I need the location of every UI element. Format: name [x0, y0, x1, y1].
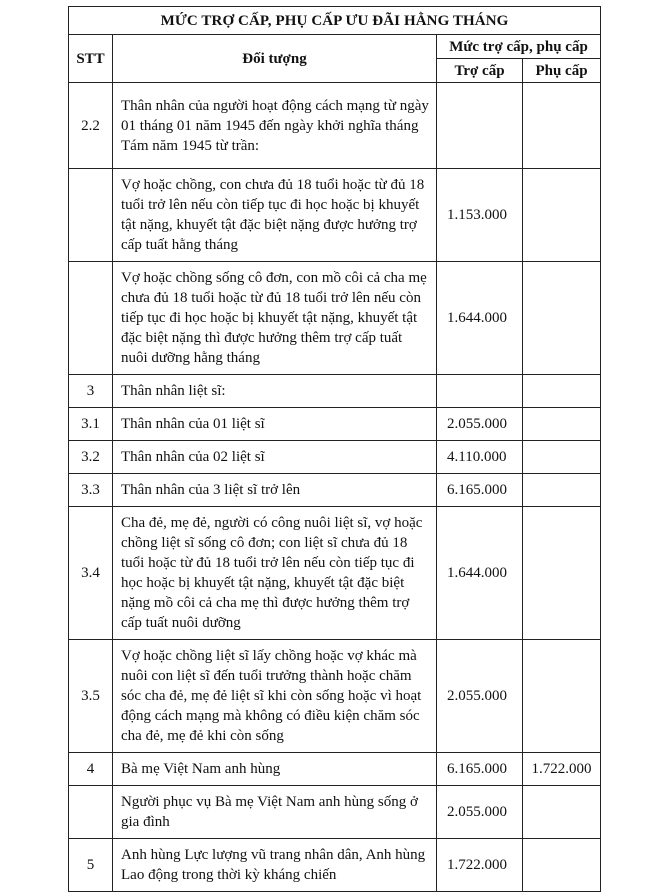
table-row — [69, 839, 601, 892]
cell-tro-cap — [437, 83, 523, 169]
cell-phu-cap — [523, 408, 601, 441]
cell-phu-cap — [523, 169, 601, 262]
cell-doi-tuong: Thân nhân của 01 liệt sĩ — [113, 408, 437, 441]
cell-phu-cap — [523, 474, 601, 507]
table-row — [69, 507, 601, 640]
cell-stt: 4 — [69, 753, 113, 786]
cell-doi-tuong: Cha đẻ, mẹ đẻ, người có công nuôi liệt sĩ, vợ hoặc chồng liệt sĩ sống cô đơn; con liệt sĩ chưa đủ 18 tuổi hoặc từ đủ 18 tuổi trở lên nếu còn tiếp tục đi học hoặc bị khuyết tật nặng, khuyết tật đặc biệt nặng mồ côi cả cha mẹ thì được hưởng thêm trợ cấp tuất nuôi dưỡng — [113, 507, 437, 640]
header-muc: Mức trợ cấp, phụ cấp — [437, 35, 601, 59]
cell-stt: 3.4 — [69, 507, 113, 640]
cell-doi-tuong: Người phục vụ Bà mẹ Việt Nam anh hùng sống ở gia đình — [113, 786, 437, 839]
allowance-table — [68, 6, 601, 892]
cell-phu-cap — [523, 83, 601, 169]
table-row — [69, 786, 601, 839]
cell-phu-cap — [523, 640, 601, 753]
cell-phu-cap — [523, 839, 601, 892]
table-row — [69, 753, 601, 786]
cell-stt: 2.2 — [69, 83, 113, 169]
table-row — [69, 408, 601, 441]
table-row — [69, 474, 601, 507]
cell-stt — [69, 786, 113, 839]
cell-tro-cap: 2.055.000 — [437, 786, 523, 839]
cell-stt: 3.3 — [69, 474, 113, 507]
cell-tro-cap: 6.165.000 — [437, 474, 523, 507]
cell-tro-cap: 1.644.000 — [437, 262, 523, 375]
table-row — [69, 640, 601, 753]
table-row — [69, 169, 601, 262]
cell-doi-tuong: Thân nhân của 02 liệt sĩ — [113, 441, 437, 474]
table-title: MỨC TRỢ CẤP, PHỤ CẤP ƯU ĐÃI HẰNG THÁNG — [69, 7, 601, 35]
cell-tro-cap: 1.722.000 — [437, 839, 523, 892]
cell-phu-cap — [523, 786, 601, 839]
cell-tro-cap — [437, 375, 523, 408]
cell-stt: 3.2 — [69, 441, 113, 474]
cell-tro-cap: 2.055.000 — [437, 640, 523, 753]
cell-stt: 5 — [69, 839, 113, 892]
table-row — [69, 441, 601, 474]
cell-phu-cap: 1.722.000 — [523, 753, 601, 786]
cell-stt: 3.1 — [69, 408, 113, 441]
cell-phu-cap — [523, 262, 601, 375]
cell-tro-cap: 1.153.000 — [437, 169, 523, 262]
cell-phu-cap — [523, 375, 601, 408]
header-doi-tuong: Đối tượng — [113, 35, 437, 83]
cell-stt — [69, 169, 113, 262]
cell-doi-tuong: Thân nhân của người hoạt động cách mạng từ ngày 01 tháng 01 năm 1945 đến ngày khởi nghĩa tháng Tám năm 1945 từ trần: — [113, 83, 437, 169]
cell-stt — [69, 262, 113, 375]
cell-doi-tuong: Vợ hoặc chồng liệt sĩ lấy chồng hoặc vợ khác mà nuôi con liệt sĩ đến tuổi trưởng thành hoặc chăm sóc cha đẻ, mẹ đẻ liệt sĩ khi còn sống hoặc vì hoạt động cách mạng mà không có điều kiện chăm sóc cha đẻ, mẹ đẻ khi còn sống — [113, 640, 437, 753]
cell-tro-cap: 4.110.000 — [437, 441, 523, 474]
cell-tro-cap: 1.644.000 — [437, 507, 523, 640]
table-row — [69, 262, 601, 375]
header-tro-cap: Trợ cấp — [437, 59, 523, 83]
cell-doi-tuong: Vợ hoặc chồng, con chưa đủ 18 tuổi hoặc từ đủ 18 tuổi trở lên nếu còn tiếp tục đi học hoặc bị khuyết tật nặng, khuyết tật đặc biệt nặng được hưởng trợ cấp tuất hằng tháng — [113, 169, 437, 262]
cell-stt: 3.5 — [69, 640, 113, 753]
cell-phu-cap — [523, 441, 601, 474]
cell-doi-tuong: Thân nhân của 3 liệt sĩ trở lên — [113, 474, 437, 507]
header-phu-cap: Phụ cấp — [523, 59, 601, 83]
cell-doi-tuong: Anh hùng Lực lượng vũ trang nhân dân, Anh hùng Lao động trong thời kỳ kháng chiến — [113, 839, 437, 892]
cell-phu-cap — [523, 507, 601, 640]
cell-stt: 3 — [69, 375, 113, 408]
table-row — [69, 83, 601, 169]
cell-doi-tuong: Vợ hoặc chồng sống cô đơn, con mồ côi cả cha mẹ chưa đủ 18 tuổi hoặc từ đủ 18 tuổi trở lên nếu còn tiếp tục đi học hoặc bị khuyết tật nặng, khuyết tật đặc biệt nặng thì được hưởng thêm trợ cấp tuất nuôi dưỡng hằng tháng — [113, 262, 437, 375]
cell-tro-cap: 2.055.000 — [437, 408, 523, 441]
cell-doi-tuong: Bà mẹ Việt Nam anh hùng — [113, 753, 437, 786]
table-row — [69, 375, 601, 408]
cell-doi-tuong: Thân nhân liệt sĩ: — [113, 375, 437, 408]
header-stt: STT — [69, 35, 113, 83]
cell-tro-cap: 6.165.000 — [437, 753, 523, 786]
